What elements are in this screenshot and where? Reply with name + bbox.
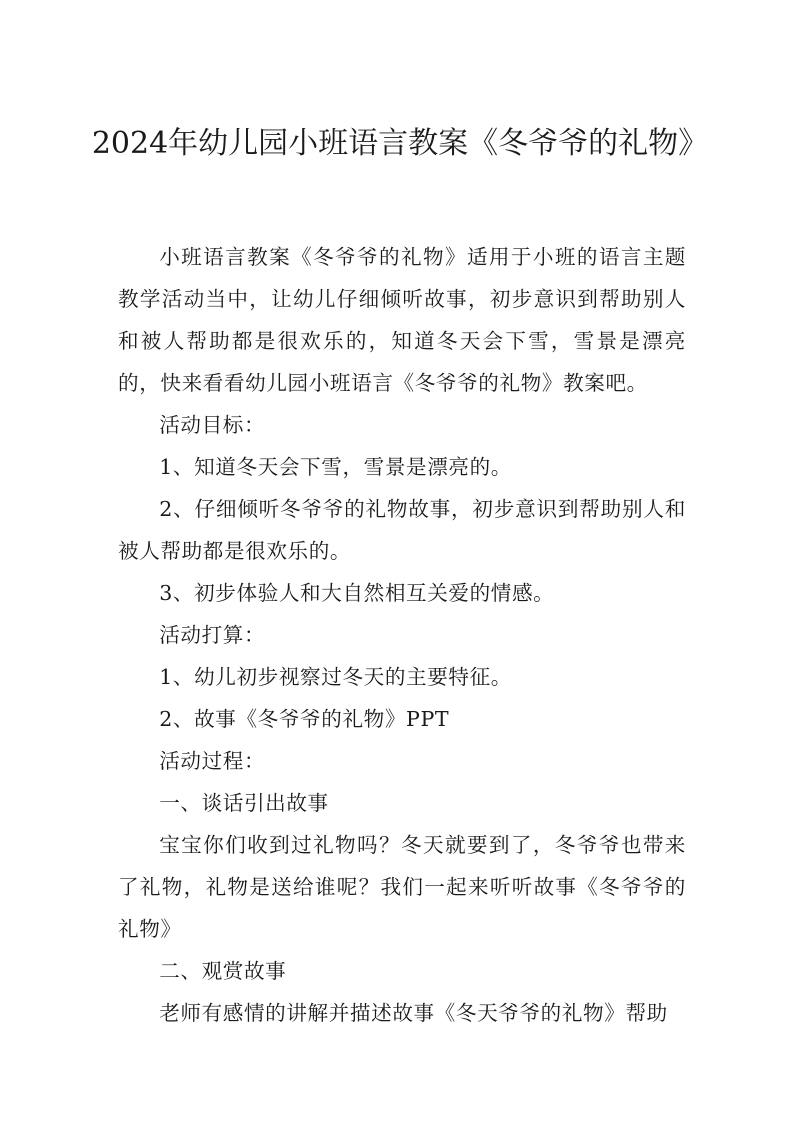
process-step-2-text: 老师有感情的讲解并描述故事《冬天爷爷的礼物》帮助 [159, 1001, 668, 1025]
process-step-1-heading: 一、谈话引出故事 [159, 791, 329, 815]
goal-item-1: 1、知道冬天会下雪，雪景是漂亮的。 [159, 455, 512, 479]
process-step-1-text: 宝宝你们收到过礼物吗？冬天就要到了，冬爷爷也带来了礼物，礼物是送给谁呢？我们一起来听听故事《冬爷爷的礼物》 [118, 833, 686, 941]
goal-item-3: 3、初步体验人和大自然相互关爱的情感。 [159, 581, 555, 605]
preparation-item-1: 1、幼儿初步视察过冬天的主要特征。 [159, 665, 512, 689]
section-heading-goals: 活动目标： [159, 413, 266, 437]
section-heading-process: 活动过程： [159, 749, 266, 773]
document-body [118, 236, 686, 1034]
goal-item-2: 2、仔细倾听冬爷爷的礼物故事，初步意识到帮助别人和被人帮助都是很欢乐的。 [118, 497, 686, 563]
section-heading-preparation: 活动打算： [159, 623, 266, 647]
process-step-2-heading: 二、观赏故事 [159, 959, 287, 983]
intro-paragraph: 小班语言教案《冬爷爷的礼物》适用于小班的语言主题教学活动当中，让幼儿仔细倾听故事，初步意识到帮助别人和被人帮助都是很欢乐的，知道冬天会下雪，雪景是漂亮的，快来看看幼儿园小班语言《冬爷爷的礼物》教案吧。 [118, 245, 686, 395]
preparation-item-2: 2、故事《冬爷爷的礼物》PPT [159, 707, 450, 731]
document-title: 2024年幼儿园小班语言教案《冬爷爷的礼物》 [91, 126, 709, 161]
